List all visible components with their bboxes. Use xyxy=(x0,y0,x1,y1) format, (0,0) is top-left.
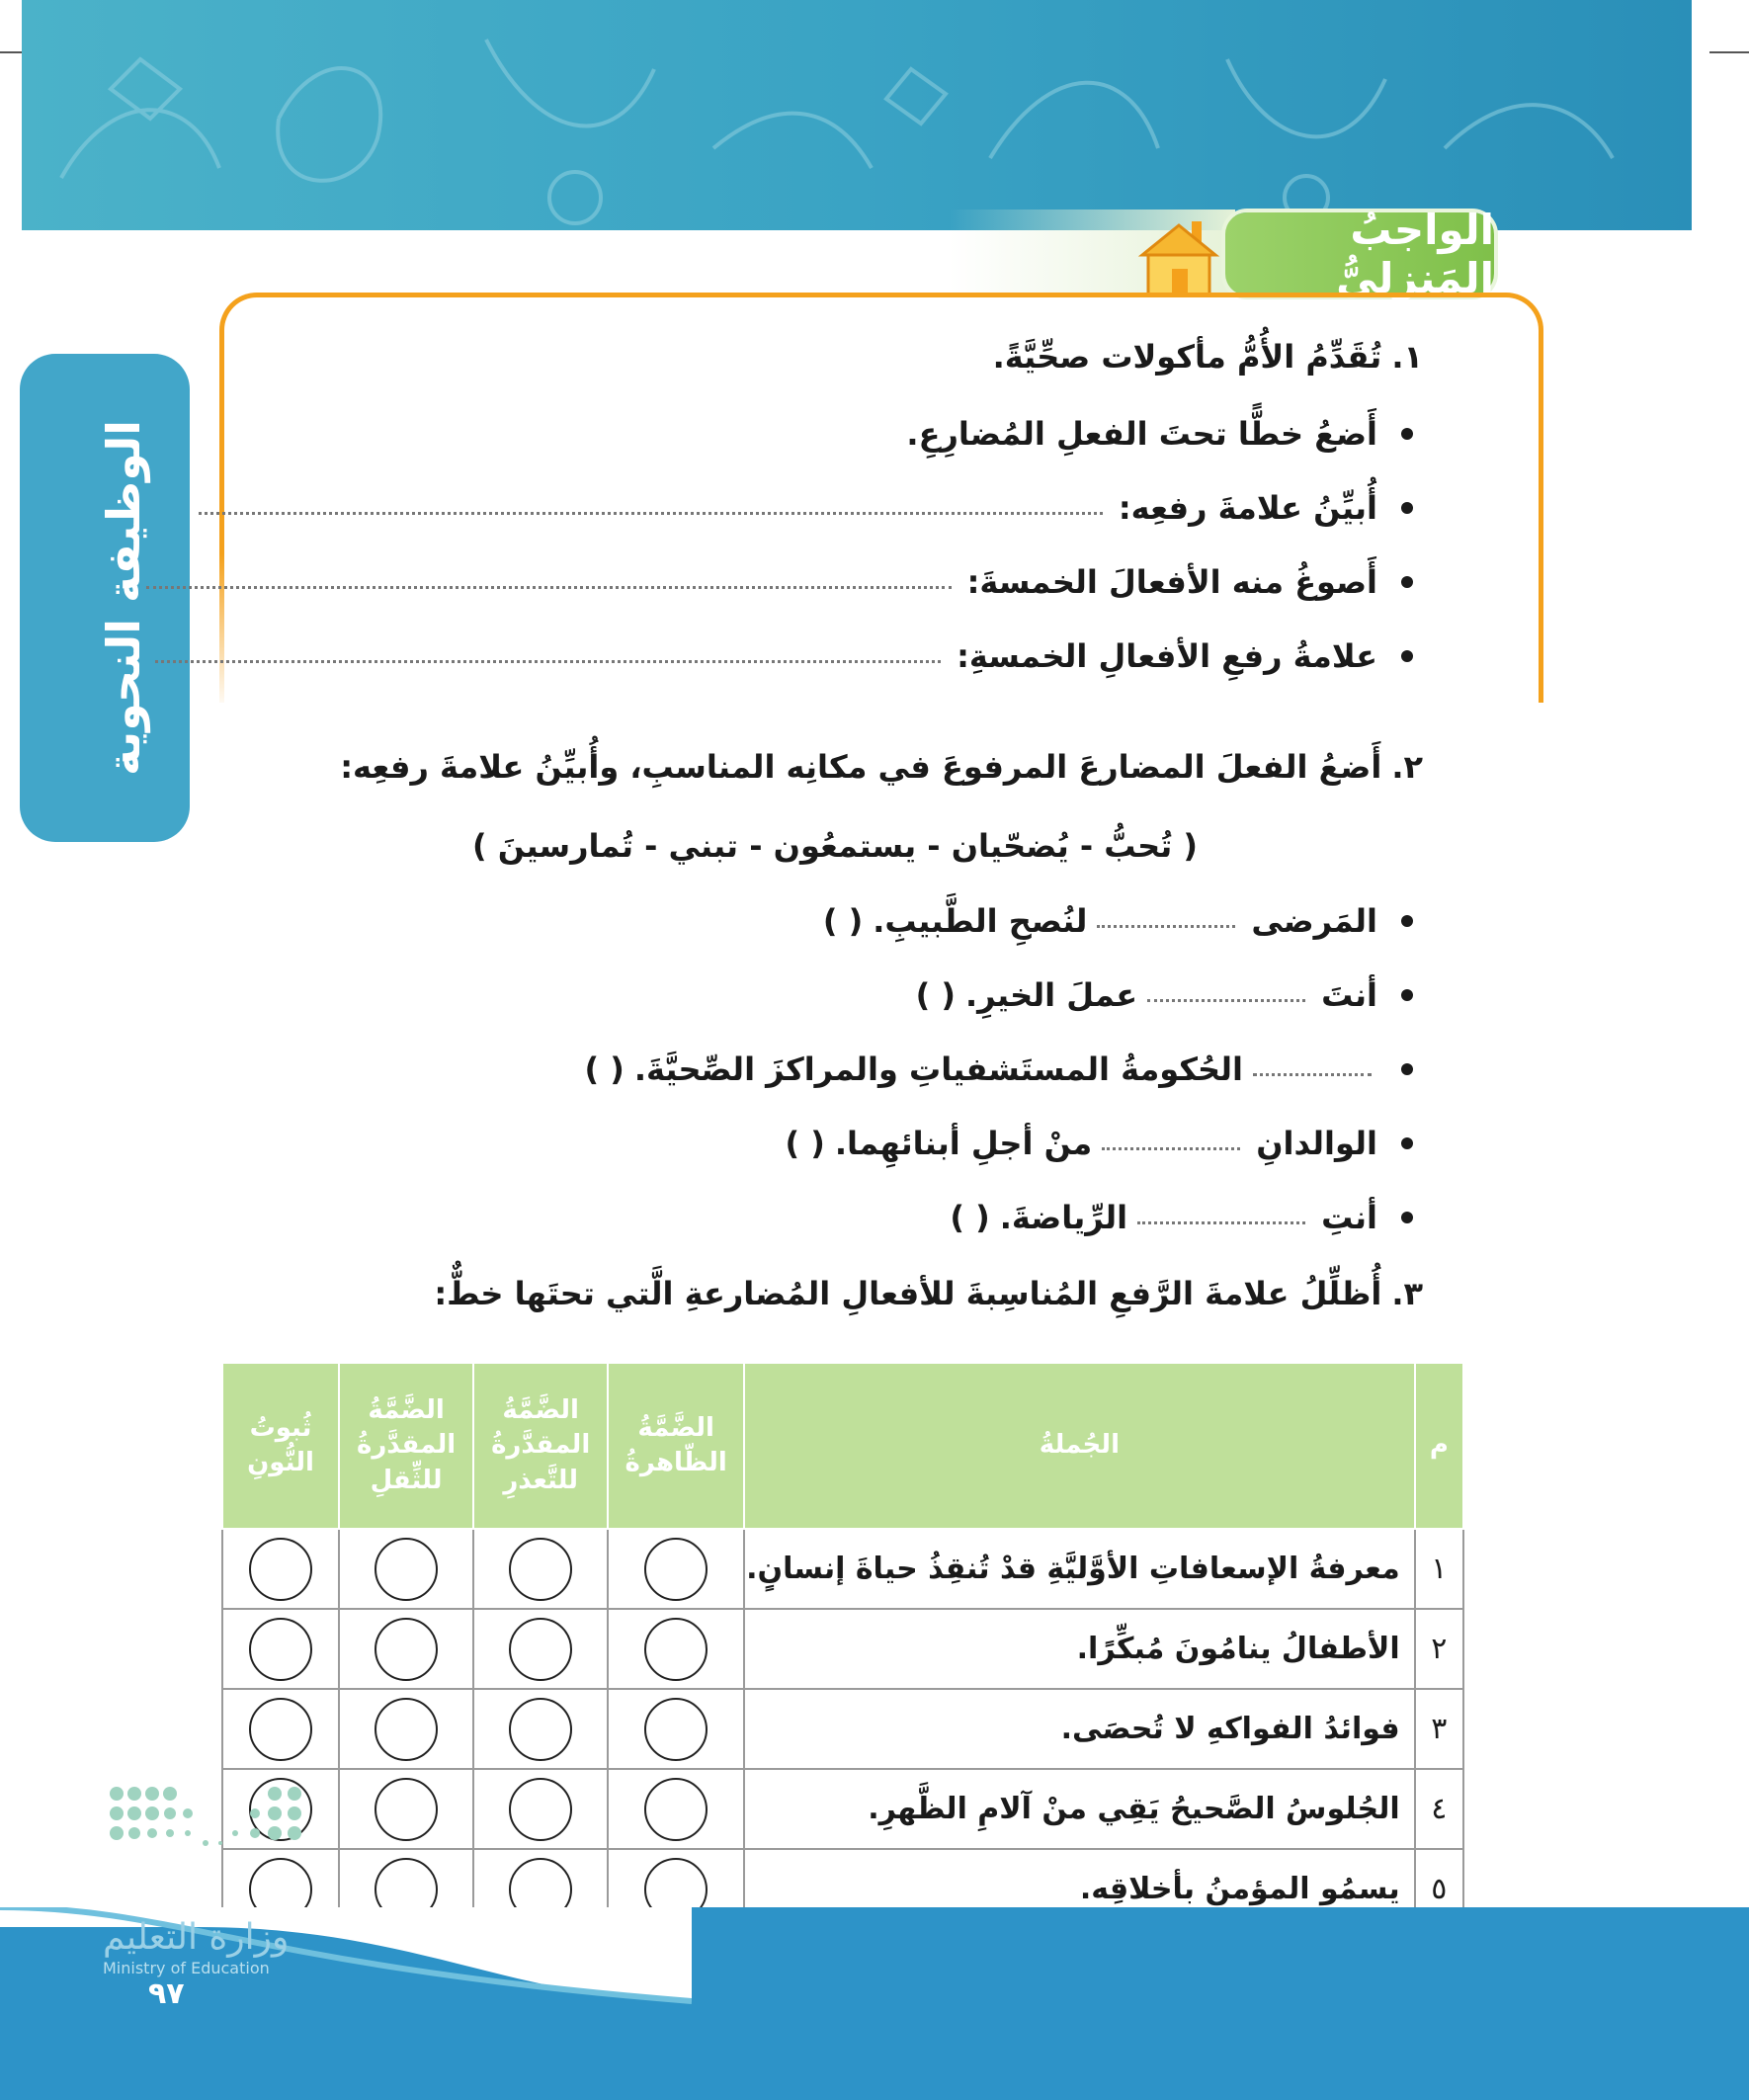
q2-item-after: منْ أجلِ أبنائهِما. xyxy=(834,1125,1093,1162)
frame-fade-right xyxy=(1524,553,1538,712)
house-icon xyxy=(1134,215,1223,296)
answer-cell xyxy=(339,1609,473,1689)
answer-cell xyxy=(473,1529,608,1609)
q1-item-3 xyxy=(146,563,1413,601)
answer-cell xyxy=(222,1689,339,1769)
row-index: ٢ xyxy=(1415,1609,1463,1689)
answer-dotted-line[interactable] xyxy=(1097,917,1235,928)
answer-dotted-line[interactable] xyxy=(1147,991,1305,1002)
q1-item-text: أَضعُ خطًّا تحتَ الفعلِ المُضارِعِ. xyxy=(906,415,1377,453)
calligraphy-pattern xyxy=(22,0,1692,230)
answer-circle[interactable] xyxy=(644,1778,708,1841)
q3-prompt-line xyxy=(434,1275,1423,1312)
bullet-icon xyxy=(1401,650,1413,662)
q2-item-after: عملَ الخيرِ. xyxy=(964,976,1138,1014)
answer-dotted-line[interactable] xyxy=(1102,1139,1240,1150)
answer-cell xyxy=(222,1609,339,1689)
answer-circle[interactable] xyxy=(249,1698,312,1761)
answer-dotted-line[interactable] xyxy=(199,504,1103,515)
table-row xyxy=(222,1689,1463,1769)
col-sentence: الجُملةُ xyxy=(744,1363,1415,1529)
col-index: م xyxy=(1415,1363,1463,1529)
col-visible-damma: الضَّمَّةُ الظّاهرةُ xyxy=(608,1363,744,1529)
q1-item-text: علامةُ رفعِ الأفعالِ الخمسةِ: xyxy=(957,637,1377,675)
answer-dotted-line[interactable] xyxy=(155,652,941,663)
bullet-icon xyxy=(1401,502,1413,514)
q2-item-5 xyxy=(950,1199,1413,1236)
answer-cell xyxy=(608,1689,744,1769)
answer-parenthesis[interactable]: ( ) xyxy=(950,1199,990,1236)
q1-item-4 xyxy=(155,637,1413,675)
answer-cell xyxy=(473,1689,608,1769)
bullet-icon xyxy=(1401,1063,1413,1075)
q2-item-4 xyxy=(786,1125,1414,1162)
answer-cell xyxy=(473,1769,608,1849)
answer-parenthesis[interactable]: ( ) xyxy=(584,1050,625,1088)
bullet-icon xyxy=(1401,915,1413,927)
q3-number: ٣. xyxy=(1391,1275,1423,1312)
q2-item-before: أنتِ xyxy=(1321,1199,1377,1236)
col-implied-damma-taadhur: الضَّمَّةُ المقدَّرةُ للتَّعذرِ xyxy=(473,1363,608,1529)
q3-prompt: أُظلِّلُ علامةَ الرَّفعِ المُناسِبةَ للأفعالِ المُضارعةِ الَّتي تحتَها خطٌّ: xyxy=(434,1275,1382,1312)
answer-parenthesis[interactable]: ( ) xyxy=(915,976,956,1014)
answer-dotted-line[interactable] xyxy=(1137,1214,1305,1224)
homework-title: الواجبُ المَنزليُّ xyxy=(1225,212,1494,295)
q1-item-2 xyxy=(199,489,1413,527)
q2-prompt: أَضعُ الفعلَ المضارعَ المرفوعَ في مكانِه المناسبِ، وأُبيِّنُ علامةَ رفعِه: xyxy=(340,748,1382,786)
word-bank-text: ( تُحبُّ - يُضحّيان - يستمعُون - تبني - تُمارسينَ ) xyxy=(471,827,1198,865)
answer-cell xyxy=(608,1609,744,1689)
answer-circle[interactable] xyxy=(509,1538,572,1601)
q2-item-1 xyxy=(823,902,1413,940)
q2-item-before: الوالدانِ xyxy=(1256,1125,1377,1162)
q2-item-before: المَرضى xyxy=(1251,902,1377,940)
answer-parenthesis[interactable]: ( ) xyxy=(822,902,864,940)
answer-circle[interactable] xyxy=(644,1698,708,1761)
answer-circle[interactable] xyxy=(509,1618,572,1681)
col-nun-retention: ثُبوتُ النُّونِ xyxy=(222,1363,339,1529)
rafa-marks-table xyxy=(221,1362,1464,1930)
row-sentence: يسمُو المؤمنُ بأخلاقِه. xyxy=(744,1849,1415,1929)
q1-item-text: أُبيِّنُ علامةَ رفعِه: xyxy=(1118,489,1377,527)
row-sentence: معرفةُ الإسعافاتِ الأوَّليَّةِ قدْ تُنقِذُ حياةَ إنسانٍ. xyxy=(744,1529,1415,1609)
answer-cell xyxy=(222,1529,339,1609)
q2-item-after: لنُصحِ الطَّبيبِ. xyxy=(873,902,1088,940)
answer-cell xyxy=(339,1769,473,1849)
q2-item-2 xyxy=(916,976,1413,1014)
bullet-icon xyxy=(1401,428,1413,440)
bullet-icon xyxy=(1401,1137,1413,1149)
ministry-name-en: Ministry of Education xyxy=(103,1959,270,1977)
table-row xyxy=(222,1609,1463,1689)
q2-item-3 xyxy=(584,1050,1413,1088)
q2-item-before: أنتَ xyxy=(1321,976,1377,1014)
answer-circle[interactable] xyxy=(375,1538,438,1601)
ministry-name: وزارة التعليم xyxy=(103,1917,290,1958)
bullet-icon xyxy=(1401,1212,1413,1223)
col-implied-damma-thiql: الضَّمَّةُ المقدَّرةُ للثِّقلِ xyxy=(339,1363,473,1529)
answer-cell xyxy=(339,1529,473,1609)
bullet-icon xyxy=(1401,576,1413,588)
q2-number: ٢. xyxy=(1391,748,1423,786)
q2-item-after: الحُكومةُ المستَشفياتِ والمراكزَ الصِّحيَّةَ. xyxy=(633,1050,1243,1088)
answer-circle[interactable] xyxy=(644,1618,708,1681)
answer-cell xyxy=(608,1529,744,1609)
row-sentence: الجُلوسُ الصَّحيحُ يَقِي منْ آلامِ الظَّهرِ. xyxy=(744,1769,1415,1849)
answer-dotted-line[interactable] xyxy=(1253,1065,1372,1076)
row-index: ٤ xyxy=(1415,1769,1463,1849)
q2-word-bank xyxy=(472,827,1198,865)
q1-item-text: أَصوغُ منه الأفعالَ الخمسةَ: xyxy=(966,563,1377,601)
side-tab-label: الوظيفة النحوية xyxy=(97,420,150,776)
row-index: ٥ xyxy=(1415,1849,1463,1929)
table-row xyxy=(222,1529,1463,1609)
answer-circle[interactable] xyxy=(375,1698,438,1761)
answer-dotted-line[interactable] xyxy=(146,578,952,589)
q1-prompt: تُقَدِّمُ الأُمُّ مأكولات صحِّيَّةً. xyxy=(992,338,1382,376)
answer-cell xyxy=(608,1769,744,1849)
q1-number: ١. xyxy=(1391,338,1423,376)
q2-item-after: الرِّياضةَ. xyxy=(999,1199,1128,1236)
page-number: ٩٧ xyxy=(148,1976,185,2011)
q2-prompt-line xyxy=(340,748,1423,786)
row-index: ١ xyxy=(1415,1529,1463,1609)
answer-circle[interactable] xyxy=(249,1618,312,1681)
row-sentence: الأطفالُ ينامُونَ مُبكِّرًا. xyxy=(744,1609,1415,1689)
row-index: ٣ xyxy=(1415,1689,1463,1769)
answer-circle[interactable] xyxy=(509,1698,572,1761)
top-banner xyxy=(22,0,1692,230)
q1-item-1 xyxy=(906,415,1413,453)
bullet-icon xyxy=(1401,989,1413,1001)
table-header-row xyxy=(222,1363,1463,1529)
answer-parenthesis[interactable]: ( ) xyxy=(785,1125,825,1162)
answer-circle[interactable] xyxy=(375,1618,438,1681)
answer-circle[interactable] xyxy=(375,1778,438,1841)
answer-circle[interactable] xyxy=(509,1778,572,1841)
q1-prompt-line xyxy=(993,338,1423,376)
table-row xyxy=(222,1769,1463,1849)
row-sentence: فوائدُ الفواكهِ لا تُحصَى. xyxy=(744,1689,1415,1769)
answer-cell xyxy=(339,1689,473,1769)
answer-cell xyxy=(473,1609,608,1689)
answer-circle[interactable] xyxy=(644,1538,708,1601)
answer-circle[interactable] xyxy=(249,1538,312,1601)
